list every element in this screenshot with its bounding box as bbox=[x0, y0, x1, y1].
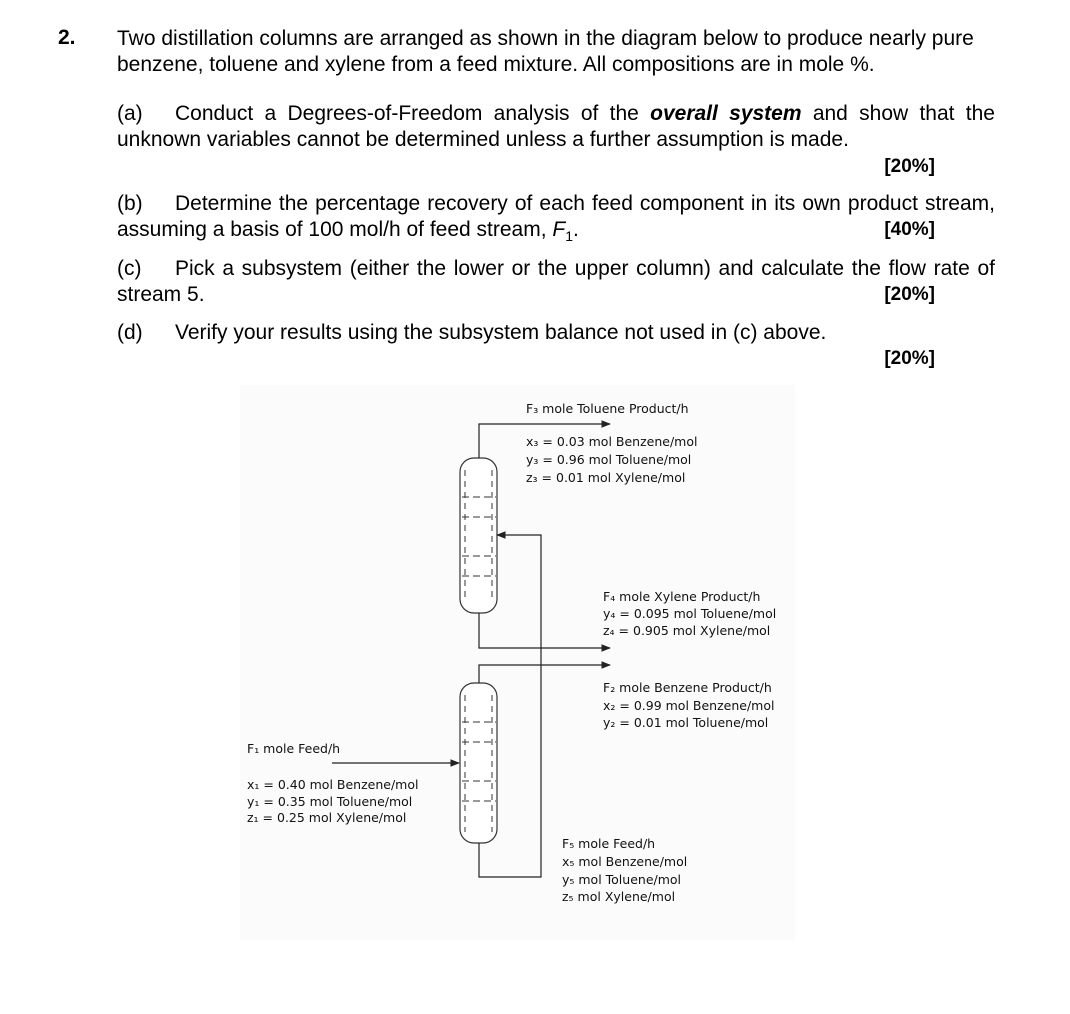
stream-1-title: F₁ mole Feed/h bbox=[247, 741, 341, 756]
part-b-text-after: . bbox=[573, 218, 579, 241]
part-b-text-before: Determine the percentage recovery of each feed component in its own product stream, assuming a basis of 100 mol/h of feed stream, bbox=[117, 192, 995, 241]
lower-column bbox=[460, 683, 497, 843]
part-d-marks: [20%] bbox=[884, 348, 935, 369]
part-d bbox=[117, 320, 995, 346]
part-b-marks: [40%] bbox=[884, 219, 935, 240]
stream-5-y: y₅ mol Toluene/mol bbox=[562, 872, 682, 887]
stream-4-z: z₄ = 0.905 mol Xylene/mol bbox=[603, 623, 771, 638]
part-a-label: (a) bbox=[117, 102, 143, 125]
distillation-diagram bbox=[240, 385, 795, 940]
part-d-text: Verify your results using the subsystem balance not used in (c) above. bbox=[175, 321, 827, 344]
stream-4-line bbox=[479, 613, 610, 648]
stream-4-y: y₄ = 0.095 mol Toluene/mol bbox=[603, 606, 777, 621]
part-c-marks: [20%] bbox=[884, 284, 935, 305]
stream-2-y: y₂ = 0.01 mol Toluene/mol bbox=[603, 715, 769, 730]
part-a bbox=[117, 101, 995, 153]
part-b-label: (b) bbox=[117, 192, 143, 215]
stream-1-z: z₁ = 0.25 mol Xylene/mol bbox=[247, 810, 407, 825]
stream-1-x: x₁ = 0.40 mol Benzene/mol bbox=[247, 777, 419, 792]
stream-4-title: F₄ mole Xylene Product/h bbox=[603, 589, 761, 604]
part-b-subscript: 1 bbox=[565, 228, 574, 245]
stream-2-line bbox=[479, 665, 610, 683]
part-a-marks: [20%] bbox=[884, 156, 935, 177]
stream-5-x: x₅ mol Benzene/mol bbox=[562, 854, 688, 869]
part-a-text-before: Conduct a Degrees-of-Freedom analysis of the bbox=[175, 102, 651, 125]
stream-2-title: F₂ mole Benzene Product/h bbox=[603, 680, 772, 695]
part-a-emphasis: overall system bbox=[650, 102, 802, 125]
stream-1-y: y₁ = 0.35 mol Toluene/mol bbox=[247, 794, 413, 809]
upper-column bbox=[460, 458, 497, 613]
stream-5-z: z₅ mol Xylene/mol bbox=[562, 889, 676, 904]
stream-3-z: z₃ = 0.01 mol Xylene/mol bbox=[526, 470, 686, 485]
stream-3-title: F₃ mole Toluene Product/h bbox=[526, 401, 689, 416]
question-intro: Two distillation columns are arranged as shown in the diagram below to produce nearly pure benzene, toluene and xylene from a feed mixture. All compositions are in mole %. bbox=[117, 27, 974, 76]
part-d-label: (d) bbox=[117, 321, 143, 344]
stream-2-x: x₂ = 0.99 mol Benzene/mol bbox=[603, 698, 775, 713]
question-number: 2. bbox=[58, 26, 76, 49]
part-c-text: Pick a subsystem (either the lower or the upper column) and calculate the flow rate of stream 5. bbox=[117, 257, 995, 306]
part-c-label: (c) bbox=[117, 257, 142, 280]
stream-3-x: x₃ = 0.03 mol Benzene/mol bbox=[526, 434, 698, 449]
part-b-emphasis: F bbox=[552, 218, 566, 241]
stream-3-y: y₃ = 0.96 mol Toluene/mol bbox=[526, 452, 692, 467]
part-a-text-after: and show that the unknown variables cannot be determined unless a further assumption is made. bbox=[117, 102, 995, 151]
stream-5-title: F₅ mole Feed/h bbox=[562, 836, 656, 851]
